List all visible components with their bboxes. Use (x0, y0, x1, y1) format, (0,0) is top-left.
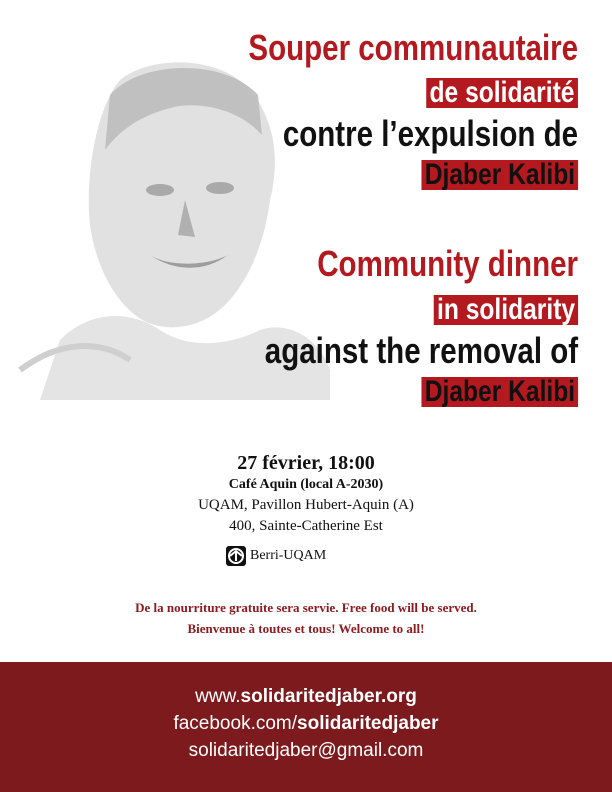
website-link[interactable] (0, 686, 612, 708)
headline-en-line2: in solidarity (433, 295, 578, 325)
event-address-line2: 400, Sainte-Catherine Est (229, 518, 383, 534)
headline-fr-line3: contre l’expulsion de (282, 113, 578, 154)
food-note: De la nourriture gratuite sera servie. Free food will be served. (135, 600, 477, 615)
event-place: Café Aquin (local A-2030) (228, 477, 384, 492)
facebook-link[interactable] (0, 713, 612, 735)
event-address-line1: UQAM, Pavillon Hubert-Aquin (A) (198, 497, 414, 513)
metro-station (226, 546, 326, 566)
email-link[interactable]: solidaritedjaber@gmail.com (188, 740, 424, 761)
headline-en-line1: Community dinner (317, 243, 578, 284)
headline-en-name: Djaber Kalibi (421, 377, 578, 407)
metro-station-name: Berri-UQAM (250, 548, 327, 563)
headline-fr-line2: de solidarité (427, 78, 578, 108)
event-date: 27 février, 18:00 (237, 452, 375, 474)
facebook-prefix: facebook.com/ (173, 713, 298, 734)
headline-fr-line1: Souper communautaire (248, 27, 578, 68)
footer-banner (0, 662, 612, 792)
metro-logo-icon (226, 546, 246, 566)
website-domain: solidaritedjaber.org (240, 686, 417, 707)
headline-en-line3: against the removal of (264, 330, 578, 371)
headline-fr-name: Djaber Kalibi (421, 160, 578, 190)
website-prefix: www. (195, 686, 241, 707)
facebook-handle: solidaritedjaber (297, 713, 439, 734)
welcome-note: Bienvenue à toutes et tous! Welcome to all! (187, 621, 425, 636)
